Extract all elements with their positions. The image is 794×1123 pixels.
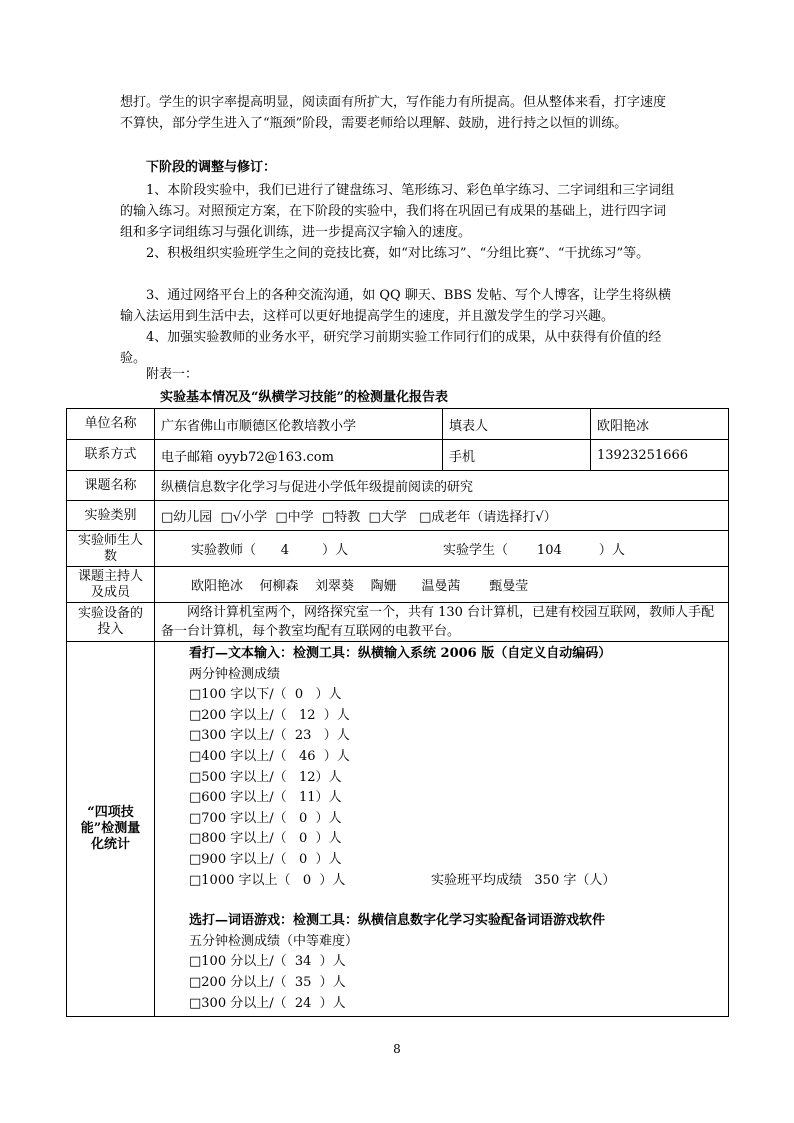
skills-content xyxy=(155,642,729,1017)
section1-title: 看打—文本输入：检测工具：纵横输入系统 2006 版（自定义自动编码） xyxy=(189,646,612,661)
unit-label: 单位名称 xyxy=(67,409,155,440)
score-row: □600 字以上/（ 11）人 xyxy=(189,790,342,806)
table-row xyxy=(67,501,729,531)
score-row: □400 字以上/（ 46 ）人 xyxy=(189,748,350,764)
page-number: 8 xyxy=(393,1042,401,1056)
score-row: □100 分以上/（ 34 ）人 xyxy=(189,954,346,970)
section2-title: 选打—词语游戏：检测工具：纵横信息数字化学习实验配备词语游戏软件 xyxy=(189,913,606,929)
paragraph-intro: 想打。学生的识字率提高明显，阅读面有所扩大，写作能力有所提高。但从整体来看，打字速度不算快，部分学生进入了“瓶颈”阶段，需要老师给以理解、鼓励，进行持之以恒的训练。 xyxy=(120,95,667,131)
paragraph-item-2: 2、积极组织实验班学生之间的竞技比赛，如“对比练习”、“分组比赛”、“干扰练习”等。 xyxy=(146,246,650,261)
section1-subtitle: 两分钟检测成绩 xyxy=(189,666,281,682)
score-row: □500 字以上/（ 12）人 xyxy=(189,769,342,785)
report-table xyxy=(66,408,729,1017)
category-label: 实验类别 xyxy=(67,501,155,531)
score-row: □700 字以上/（ 0 ）人 xyxy=(189,810,342,826)
table-row xyxy=(67,603,729,642)
skills-label: “四项技能”检测量化统计 xyxy=(67,642,155,1017)
score-row: □300 字以上/（ 23 ）人 xyxy=(189,728,350,744)
students-count: 实验学生（ 104 ）人 xyxy=(443,543,625,558)
score-row: □300 分以上/（ 24 ）人 xyxy=(189,995,346,1011)
filler-label: 填表人 xyxy=(443,409,591,440)
hosts-value: 欧阳艳冰 何柳森 刘翠葵 陶姗 温曼茜 甄曼莹 xyxy=(155,567,729,603)
score-row: □200 分以上/（ 35 ）人 xyxy=(189,974,346,990)
score-row-1000: □1000 字以上（ 0 ）人 xyxy=(189,872,346,888)
section-heading: 下阶段的调整与修订： xyxy=(146,160,277,175)
category-value: □幼儿园 □√小学 □中学 □特教 □大学 □成老年（请选择打√） xyxy=(155,501,729,531)
people-value xyxy=(155,531,729,567)
score-row: □800 字以上/（ 0 ）人 xyxy=(189,831,342,847)
phone-label: 手机 xyxy=(443,440,591,471)
table-row xyxy=(67,531,729,567)
filler-value: 欧阳艳冰 xyxy=(591,409,729,440)
people-label: 实验师生人数 xyxy=(67,531,155,567)
table-row xyxy=(67,471,729,501)
section2-subtitle: 五分钟检测成绩（中等难度） xyxy=(189,933,359,949)
spacer xyxy=(189,891,728,911)
table-row xyxy=(67,642,729,1017)
class-average: 实验班平均成绩 350 字（人） xyxy=(431,872,616,888)
paragraph-item-1: 1、本阶段实验中，我们已进行了键盘练习、笔形练习、彩色单字练习、二字词组和三字词组的输入练习。对照预定方案，在下阶段的实验中，我们将在巩固已有成果的基础上，进行四字词组和多字词组练习与强化训练，进一步提高汉字输入的速度。 xyxy=(120,183,675,240)
paragraph-item-3: 3、通过网络平台上的各种交流沟通，如 QQ 聊天、BBS 发帖、写个人博客，让学生将纵横输入法运用到生活中去，这样可以更好地提高学生的速度，并且激发学生的学习兴趣。 xyxy=(120,288,671,324)
table-row xyxy=(67,409,729,440)
topic-label: 课题名称 xyxy=(67,471,155,501)
equipment-label: 实验设备的投入 xyxy=(67,603,155,642)
phone-value: 13923251666 xyxy=(591,440,729,471)
teachers-count: 实验教师（ 4 ）人 xyxy=(191,543,349,558)
table-row xyxy=(67,440,729,471)
email-value: 电子邮箱 oyyb72@163.com xyxy=(155,440,443,471)
equipment-value: 网络计算机室两个，网络探究室一个，共有 130 台计算机，已建有校园互联网，教师人手配备一台计算机，每个教室均配有互联网的电教平台。 xyxy=(155,603,729,642)
contact-label: 联系方式 xyxy=(67,440,155,471)
paragraph-item-4: 4、加强实验教师的业务水平，研究学习前期实验工作同行们的成果，从中获得有价值的经验。 xyxy=(120,330,662,366)
hosts-label: 课题主持人及成员 xyxy=(67,567,155,603)
topic-value: 纵横信息数字化学习与促进小学低年级提前阅读的研究 xyxy=(155,471,729,501)
score-row: □100 字以下/（ 0 ）人 xyxy=(189,687,342,703)
appendix-label: 附表一： xyxy=(146,367,199,382)
score-row: □200 字以上/（ 12 ）人 xyxy=(189,707,350,723)
table-row xyxy=(67,567,729,603)
table-title: 实验基本情况及“纵横学习技能”的检测量化报告表 xyxy=(160,390,448,405)
score-row-last xyxy=(189,871,728,892)
unit-value: 广东省佛山市顺德区伦教培教小学 xyxy=(155,409,443,440)
score-row: □900 字以上/（ 0 ）人 xyxy=(189,851,342,867)
